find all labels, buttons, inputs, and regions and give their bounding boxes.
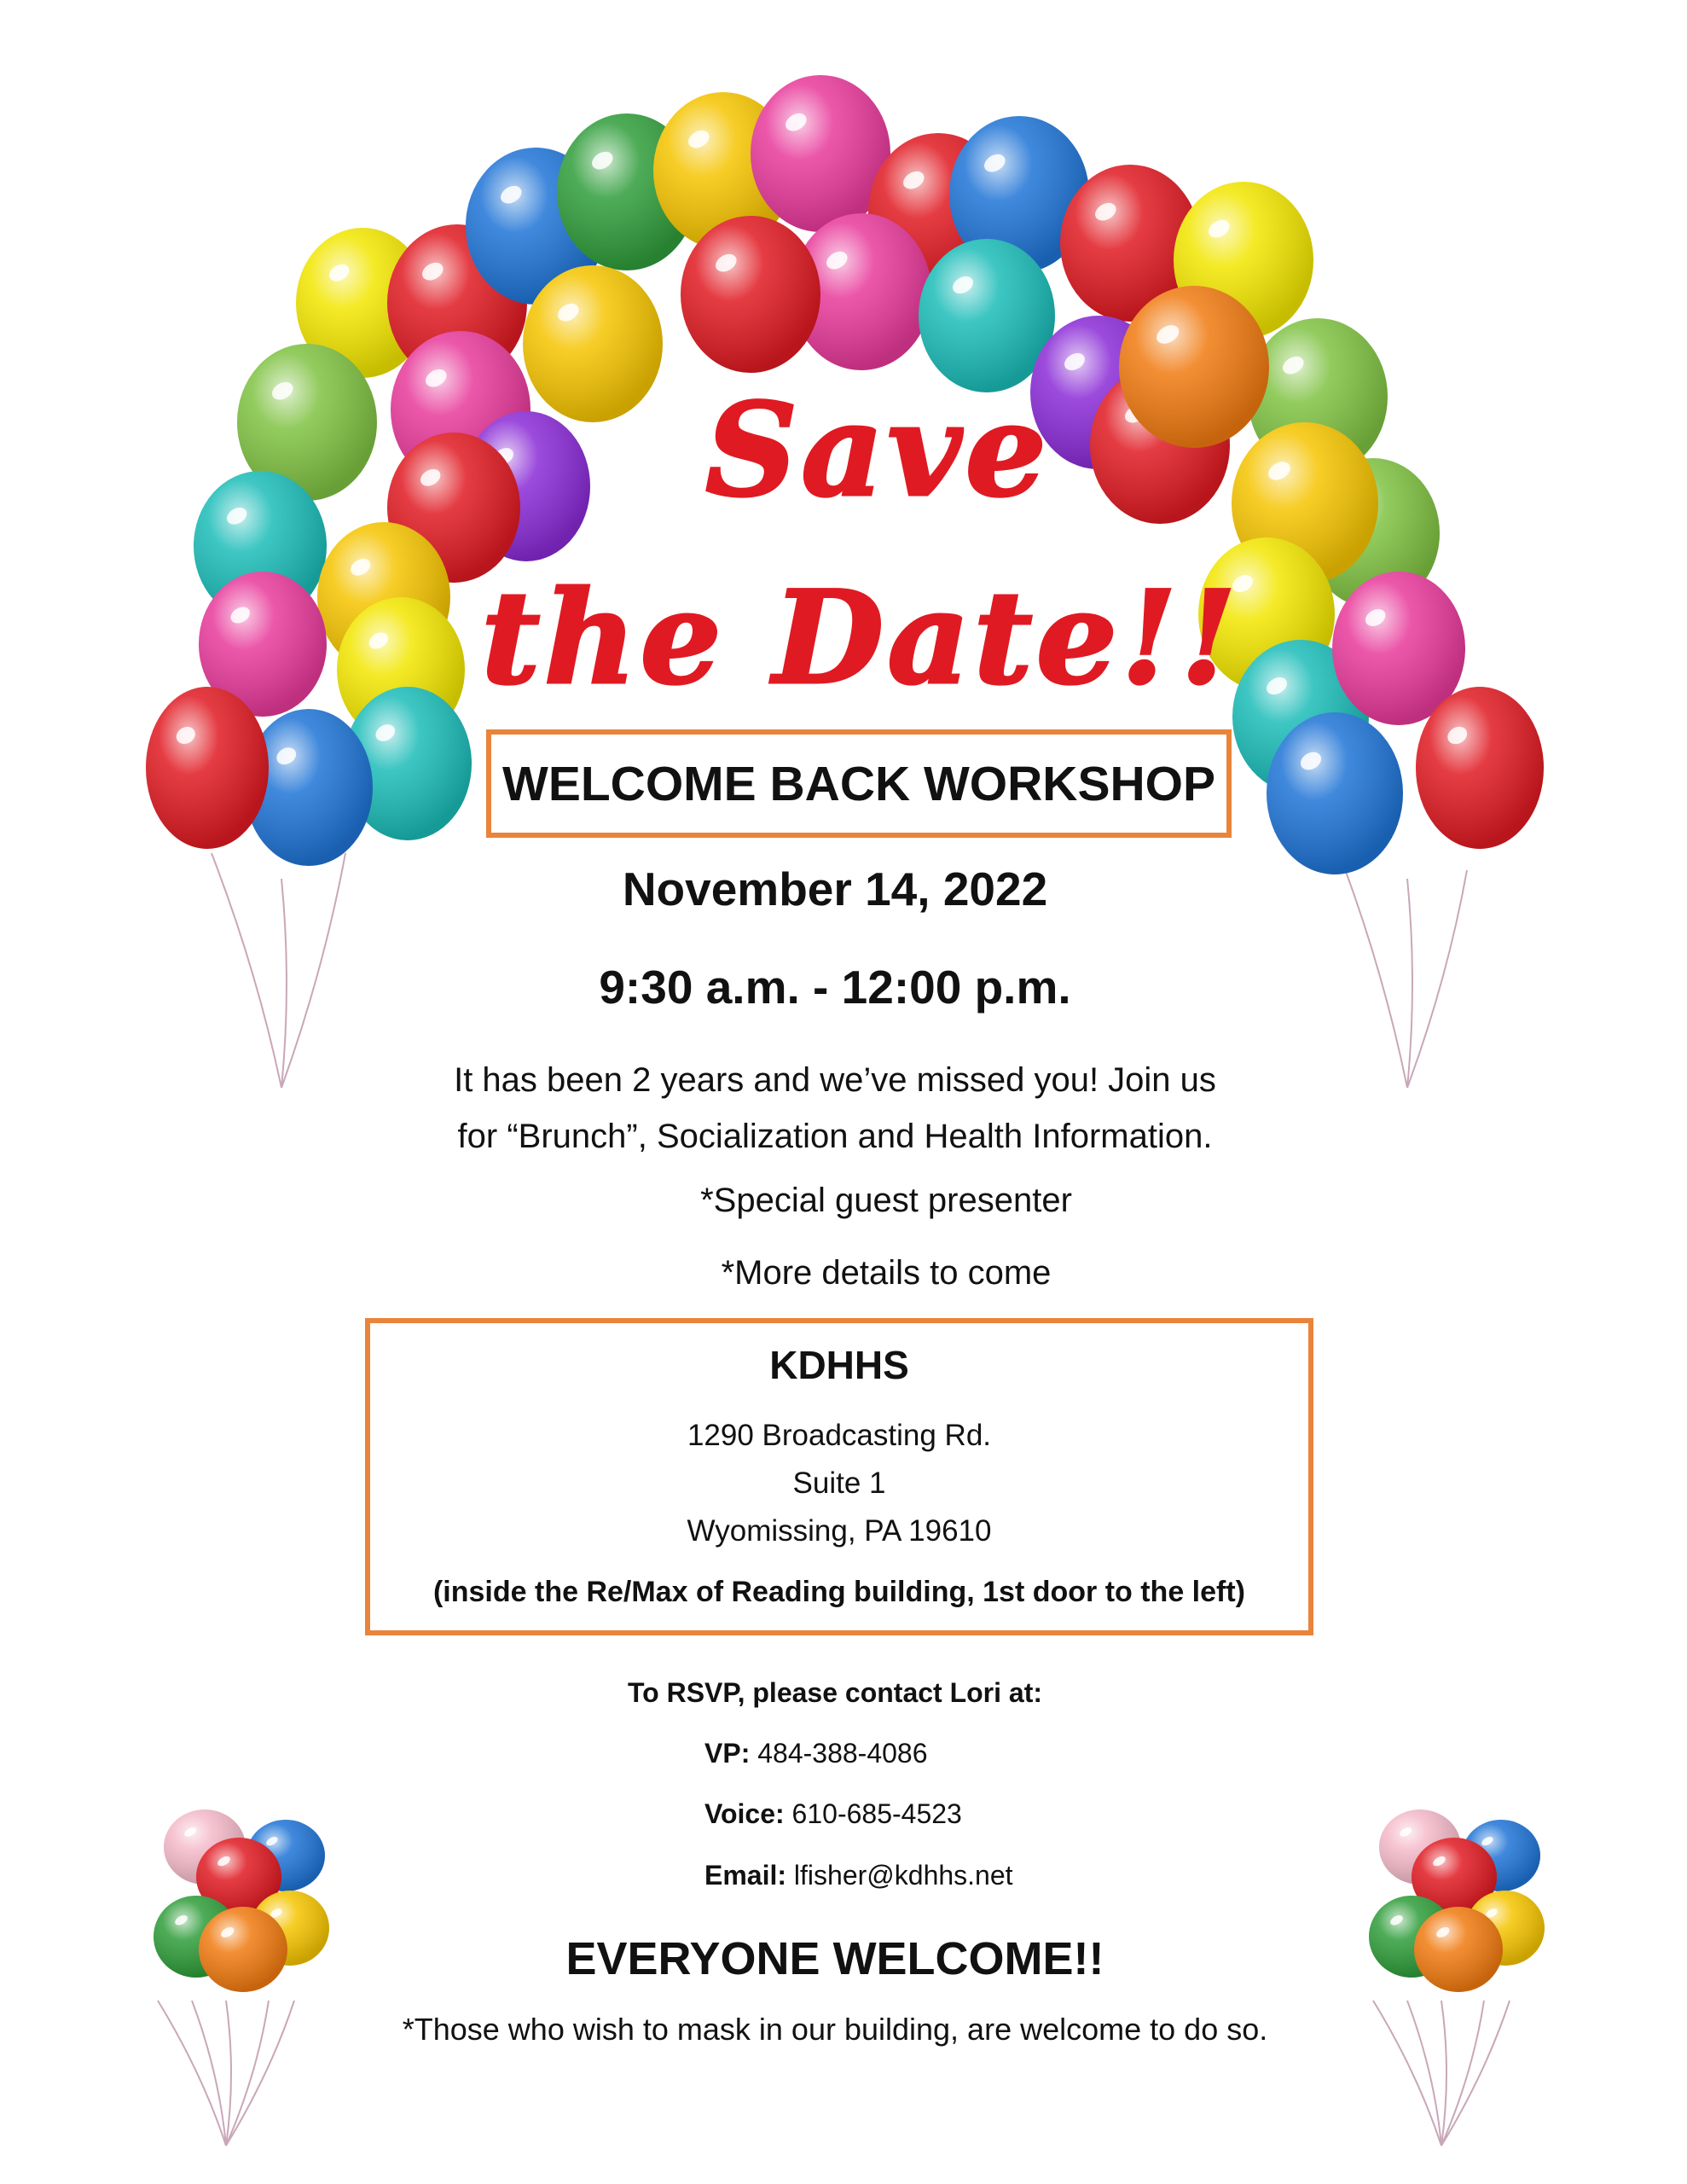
event-name: WELCOME BACK WORKSHOP (502, 756, 1215, 811)
location-street: 1290 Broadcasting Rd. (687, 1419, 992, 1452)
contact-vp-value: 484-388-4086 (757, 1738, 928, 1769)
rsvp-heading: To RSVP, please contact Lori at: (627, 1677, 1043, 1708)
event-date: November 14, 2022 (622, 863, 1048, 915)
contact-vp (704, 1738, 928, 1769)
location-name: KDHHS (769, 1343, 909, 1387)
note-special-guest: *Special guest presenter (700, 1182, 1072, 1219)
contact-voice (704, 1798, 962, 1830)
mask-note: *Those who wish to mask in our building, are welcome to do so. (402, 2012, 1268, 2047)
event-time: 9:30 a.m. - 12:00 p.m. (599, 961, 1071, 1014)
event-name-box (486, 729, 1232, 838)
contact-email-value: lfisher@kdhhs.net (793, 1860, 1013, 1891)
title-save: Save (704, 375, 1051, 526)
contact-voice-label: Voice: (704, 1798, 785, 1829)
location-city: Wyomissing, PA 19610 (687, 1514, 992, 1548)
location-note: (inside the Re/Max of Reading building, 1st door to the left) (432, 1576, 1246, 1608)
contact-voice-value: 610-685-4523 (791, 1798, 962, 1829)
location-suite: Suite 1 (792, 1467, 886, 1500)
intro-text (0, 1052, 1678, 1165)
contact-vp-label: VP: (704, 1738, 751, 1769)
title-the-date: the Date!! (481, 563, 1240, 713)
note-more-details: *More details to come (721, 1254, 1052, 1292)
intro-line-1: It has been 2 years and we’ve missed you! Join us (454, 1061, 1216, 1099)
balloon-shine (681, 216, 820, 373)
balloon-shine (1267, 712, 1403, 874)
intro-line-2: for “Brunch”, Socialization and Health Information. (457, 1118, 1213, 1155)
contact-email-label: Email: (704, 1860, 787, 1891)
contact-email (704, 1860, 1013, 1891)
location-box (365, 1318, 1313, 1635)
everyone-welcome: EVERYONE WELCOME!! (565, 1933, 1104, 1984)
